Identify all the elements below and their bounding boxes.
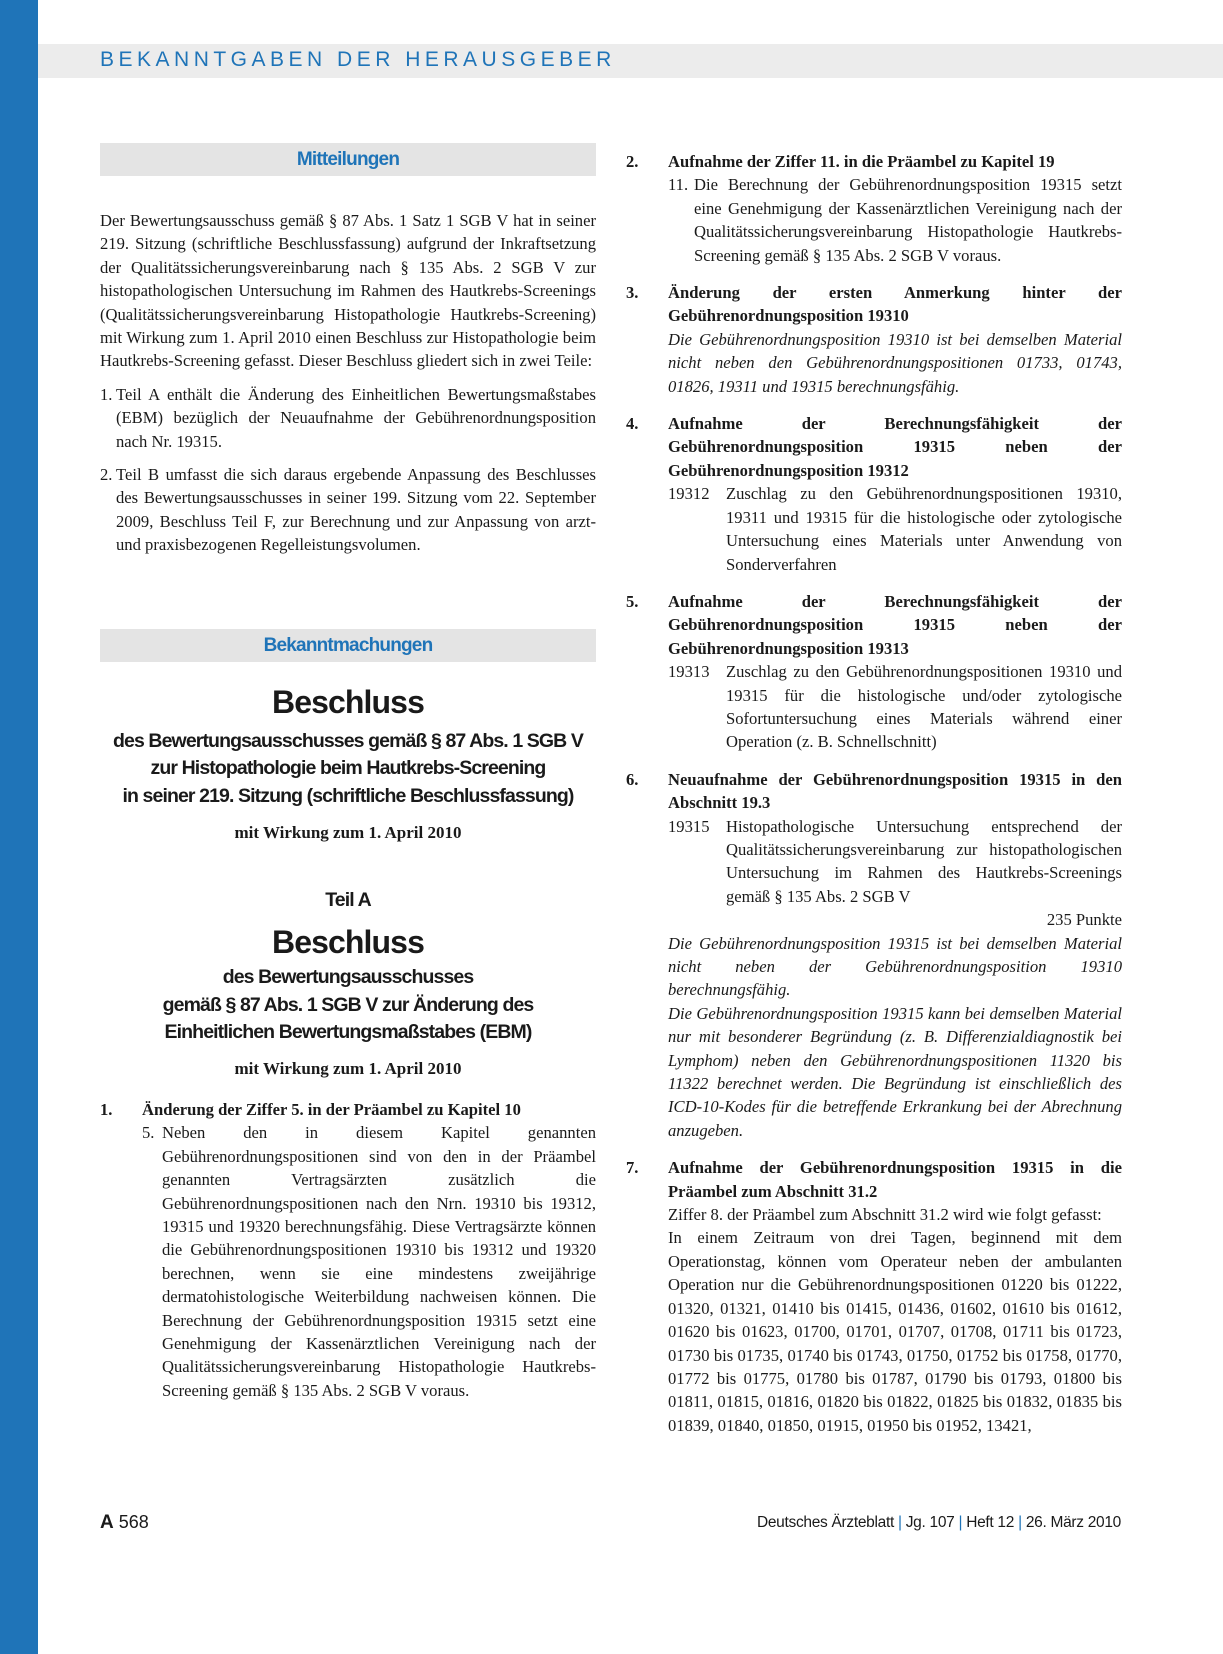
- right-column: [626, 150, 1122, 1451]
- page-number: A 568: [100, 1512, 149, 1533]
- points-value: 235 Punkte: [1046, 910, 1122, 930]
- journal-citation: Deutsches Ärzteblatt | Jg. 107 | Heft 12 | 26. März 2010: [756, 1514, 1121, 1531]
- amendment-item-7: 7. Aufnahme der Gebührenordnungsposition 19315 in die Präambel zum Abschnitt 31.2 Ziffer 8. der Präambel zum Abschnitt 31.2 wird wie folgt gefasst: In einem Zeitraum von drei Tagen, beginnend mit dem Operationstag, können vom Operateur neben der ambulanten Operation nur die Gebührenordnungspositionen 01220 bis 01222, 01320, 01321, 01410 bis 01415, 01436, 01602, 01610 bis 01612, 01620 bis 01623, 01700, 01701, 01707, 01708, 01711 bis 01723, 01730 bis 01735, 01740 bis 01743, 01750, 01752 bis 01758, 01770, 01772 bis 01775, 01780 bis 01787, 01790 bis 01793, 01800 bis 01811, 01815, 01816, 01820 bis 01822, 01825 bis 01832, 01835 bis 01839, 01840, 01850, 01915, 01950 bis 01952, 13421,: [626, 1158, 1122, 1435]
- list-item: 2. Teil B umfasst die sich daraus ergebende Anpassung des Beschlusses des Bewertungsausschusses in seiner 199. Sitzung vom 22. September 2009, Beschluss Teil F, zur Berechnung und zur Anpassung von arzt- und praxisbezogenen Regelleistungsvolumen.: [100, 465, 596, 555]
- amendment-item-1: 1. Änderung der Ziffer 5. in der Präambel zu Kapitel 10 5. Neben den in diesem Kapitel genannten Gebührenordnungspositionen sind von den in der Präambel genannten Vertragsärzten zusätzlich die Gebührenordnungspositionen nach den Nrn. 19310 bis 19312, 19315 und 19320 berechnungsfähig. Diese Vertragsärzte können die Gebührenordnungspositionen 19310 bis 19312 und 19320 berechnen, wenn sie eine mindestens zweijährige dermatohistologische Weiterbildung nachweisen können. Die Berechnung der Gebührenordnungsposition 19315 setzt eine Genehmigung der Kassenärztlichen Vereinigung nach der Qualitätssicherungsvereinbarung Histopathologie Hautkrebs-Screening gemäß § 135 Abs. 2 SGB V voraus.: [100, 1100, 596, 1400]
- beschluss-title: Beschluss: [272, 683, 424, 720]
- mitteilungen-heading: Mitteilungen: [100, 143, 596, 176]
- beschluss-title-2: Beschluss: [272, 924, 424, 961]
- effective-date: mit Wirkung zum 1. April 2010: [234, 823, 462, 843]
- amendment-item-2: 2. Aufnahme der Ziffer 11. in die Präambel zu Kapitel 19 11. Die Berechnung der Gebührenordnungsposition 19315 setzt eine Genehmigung der Kassenärztlichen Vereinigung nach der Qualitätssicherungsvereinbarung Histopathologie Hautkrebs-Screening gemäß § 135 Abs. 2 SGB V voraus.: [626, 152, 1122, 265]
- amendment-item-6: 6. Neuaufnahme der Gebührenordnungsposition 19315 in den Abschnitt 19.3 19315 Histopathologische Untersuchung entsprechend der Qualitätssicherungsvereinbarung zur histopathologischen Untersuchung im Rahmen des Hautkrebs-Screenings gemäß § 135 Abs. 2 SGB V 235 Punkte Die Gebührenordnungsposition 19315 ist bei demselben Material nicht neben der Gebührenordnungsposition 19310 berechnungsfähig. Die Gebührenordnungsposition 19315 kann bei demselben Material nur mit besonderer Begründung (z. B. Differenzialdiagnostik bei Lymphom) neben den Gebührenordnungspositionen 11320 bis 11322 berechnet werden. Die Begründung ist einschließlich des ICD-10-Kodes für die betreffende Erkrankung bei der Abrechnung anzugeben.: [626, 769, 1122, 1140]
- amendment-item-5: 5. Aufnahme der Berechnungsfähigkeit der Gebührenordnungsposition 19315 neben der Gebührenordnungsposition 19313 19313 Zuschlag zu den Gebührenordnungspositionen 19310 und 19315 für die histologische und/oder zytologische Sofortuntersuchung eines Materials während einer Operation (z. B. Schnellschnitt): [626, 591, 1122, 752]
- intro-paragraph: Der Bewertungsausschuss gemäß § 87 Abs. 1 Satz 1 SGB V hat in seiner 219. Sitzung (schriftliche Beschlussfassung) aufgrund der Inkraftsetzung der Qualitätssicherungsvereinbarung nach § 135 Abs. 2 SGB V zur histopathologischen Untersuchung im Rahmen des Hautkrebs-Screenings (Qualitätssicherungsvereinbarung Histopathologie Hautkrebs-Screening) mit Wirkung zum 1. April 2010 einen Beschluss zur Histopathologie beim Hautkrebs-Screening gefasst. Dieser Beschluss gliedert sich in zwei Teile:: [100, 211, 596, 371]
- left-column: [100, 150, 596, 1416]
- section-header-title: BEKANNTGABEN DER HERAUSGEBER: [100, 48, 616, 71]
- beschluss-subtitle: des Bewertungsausschusses gemäß § 87 Abs. 1 SGB V zur Histopathologie beim Hautkrebs-Screening in seiner 219. Sitzung (schriftliche Beschlussfassung): [113, 729, 583, 807]
- teil-a-heading: Teil A: [325, 888, 371, 911]
- effective-date-2: mit Wirkung zum 1. April 2010: [234, 1058, 462, 1078]
- bekanntmachungen-heading: Bekanntmachungen: [100, 629, 596, 662]
- beschluss-subtitle-2: des Bewertungsausschusses gemäß § 87 Abs. 1 SGB V zur Änderung des Einheitlichen Bewertungsmaßstabes (EBM): [162, 966, 534, 1044]
- amendment-item-3: 3. Änderung der ersten Anmerkung hinter der Gebührenordnungsposition 19310 Die Gebührenordnungsposition 19310 ist bei demselben Material nicht neben den Gebührenordnungspositionen 01733, 01743, 01826, 19311 und 19315 berechnungsfähig.: [626, 283, 1122, 396]
- list-item: 1. Teil A enthält die Änderung des Einheitlichen Bewertungsmaßstabes (EBM) bezüglich der Neuaufnahme der Gebührenordnungsposition nach Nr. 19315.: [100, 384, 596, 451]
- amendment-item-4: 4. Aufnahme der Berechnungsfähigkeit der Gebührenordnungsposition 19315 neben der Gebührenordnungsposition 19312 19312 Zuschlag zu den Gebührenordnungspositionen 19310, 19311 und 19315 für die histologische oder zytologische Untersuchung eines Materials unter Anwendung von Sonderverfahren: [626, 414, 1122, 574]
- side-color-bar: [0, 0, 38, 1654]
